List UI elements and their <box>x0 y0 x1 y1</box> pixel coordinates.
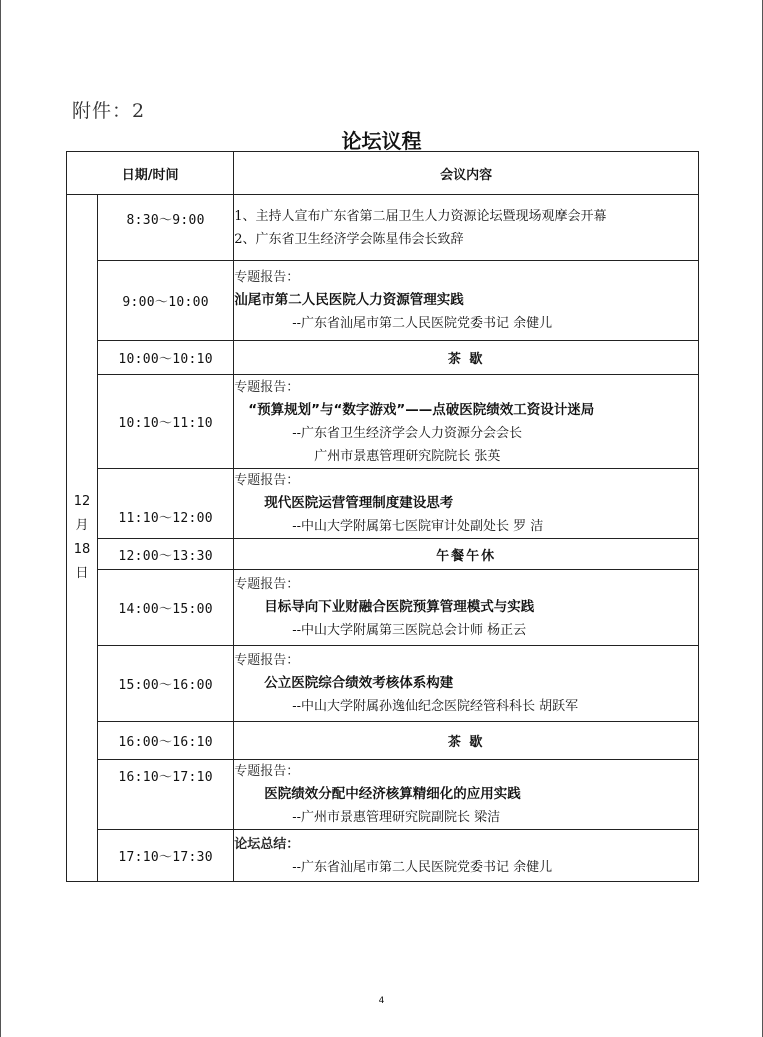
table-row <box>67 375 699 469</box>
time-cell: 17:10～17:30 <box>98 830 234 882</box>
content-cell <box>234 830 699 882</box>
table-row <box>67 646 699 722</box>
report-topic: “预算规划”与“数字游戏”——点破医院绩效工资设计迷局 <box>248 401 595 418</box>
section-label: 专题报告： <box>234 270 300 285</box>
speaker-line: --中山大学附属第三医院总会计师 杨正云 <box>292 623 527 638</box>
content-cell <box>234 195 699 261</box>
time-cell: 9:00～10:00 <box>98 261 234 341</box>
table-row <box>67 760 699 830</box>
time-cell: 8:30～9:00 <box>98 195 234 261</box>
report-topic: 医院绩效分配中经济核算精细化的应用实践 <box>264 786 521 802</box>
break-cell: 茶 歇 <box>234 341 699 375</box>
speaker-line: --广东省汕尾市第二人民医院党委书记 余健儿 <box>292 316 553 331</box>
speaker-line: --中山大学附属孙逸仙纪念医院经管科科长 胡跃军 <box>292 699 579 714</box>
break-cell: 茶 歇 <box>234 722 699 760</box>
header-date-time: 日期/时间 <box>67 152 234 195</box>
table-row <box>67 195 699 261</box>
content-cell <box>234 261 699 341</box>
time-cell: 14:00～15:00 <box>98 570 234 646</box>
content-cell <box>234 646 699 722</box>
report-topic: 现代医院运营管理制度建设思考 <box>264 495 454 511</box>
table-row <box>67 261 699 341</box>
table-row <box>67 539 699 570</box>
report-topic: 汕尾市第二人民医院人力资源管理实践 <box>234 292 464 308</box>
table-header-row <box>67 152 699 195</box>
report-topic: 目标导向下业财融合医院预算管理模式与实践 <box>264 599 535 615</box>
page-number: 4 <box>378 996 385 1006</box>
date-day-char: 日 <box>75 566 89 581</box>
time-cell: 10:10～11:10 <box>98 375 234 469</box>
time-cell: 10:00～10:10 <box>98 341 234 375</box>
table-row <box>67 830 699 882</box>
time-cell: 12:00～13:30 <box>98 539 234 570</box>
date-day: 12 <box>73 494 91 509</box>
time-cell: 16:00～16:10 <box>98 722 234 760</box>
section-label: 专题报告： <box>234 577 300 592</box>
section-label: 专题报告： <box>234 653 300 668</box>
content-cell <box>234 570 699 646</box>
agenda-item-line: 1、主持人宣布广东省第二届卫生人力资源论坛暨现场观摩会开幕 <box>234 208 607 224</box>
section-label: 专题报告： <box>234 764 300 779</box>
speaker-line: --广东省汕尾市第二人民医院党委书记 余健儿 <box>292 859 553 875</box>
speaker-line: --广州市景惠管理研究院副院长 梁洁 <box>292 810 501 825</box>
time-cell: 11:10～12:00 <box>98 469 234 539</box>
time-cell: 16:10～17:10 <box>98 760 234 830</box>
table-row <box>67 341 699 375</box>
table-row <box>67 469 699 539</box>
time-cell: 15:00～16:00 <box>98 646 234 722</box>
content-cell <box>234 375 699 469</box>
report-topic: 公立医院综合绩效考核体系构建 <box>264 675 454 691</box>
table-row <box>67 570 699 646</box>
date-cell <box>67 195 98 882</box>
table-row <box>67 722 699 760</box>
section-label: 专题报告： <box>234 473 300 488</box>
speaker-line-2: 广州市景惠管理研究院院长 张英 <box>314 448 501 464</box>
document-title: 论坛议程 <box>341 129 422 153</box>
speaker-line: --中山大学附属第七医院审计处副处长 罗 洁 <box>292 519 544 534</box>
content-cell <box>234 469 699 539</box>
attachment-label: 附件：2 <box>72 100 146 122</box>
content-cell <box>234 760 699 830</box>
date-month-char: 月 <box>75 518 89 533</box>
break-cell: 午餐午休 <box>234 539 699 570</box>
agenda-table <box>66 151 699 882</box>
agenda-item-line: 2、广东省卫生经济学会陈星伟会长致辞 <box>234 231 464 247</box>
header-content: 会议内容 <box>234 152 699 195</box>
section-label: 论坛总结： <box>234 836 300 852</box>
page-edge-left <box>0 0 1 1037</box>
section-label: 专题报告： <box>234 379 300 395</box>
date-number: 18 <box>73 542 91 557</box>
speaker-line: --广东省卫生经济学会人力资源分会会长 <box>292 425 523 441</box>
